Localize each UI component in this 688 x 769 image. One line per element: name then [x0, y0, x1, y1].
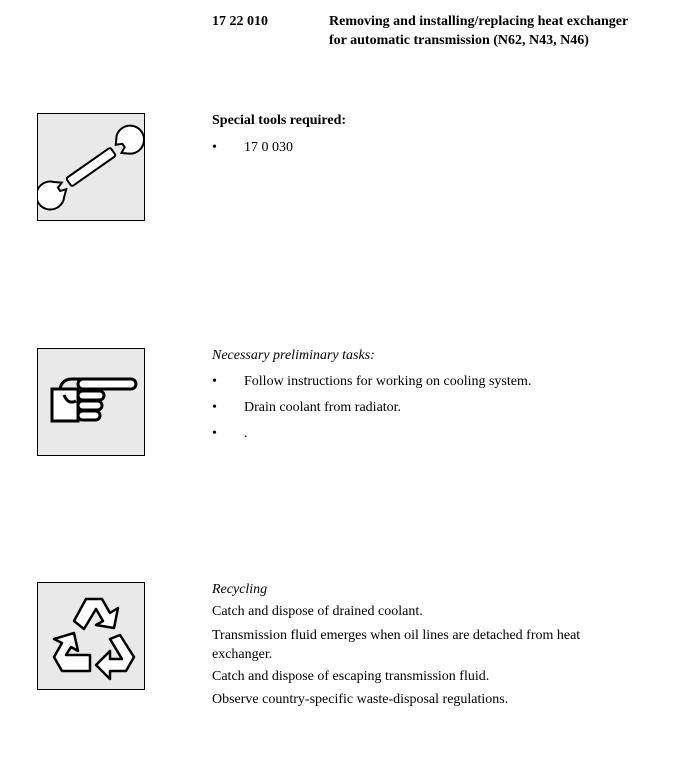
special-tool-label: 17 0 030 — [244, 140, 293, 155]
special-tools-heading: Special tools required: — [212, 113, 347, 128]
pointing-hand-icon — [38, 349, 144, 455]
recycling-paragraph: Catch and dispose of escaping transmission fluid. — [212, 669, 490, 684]
procedure-code: 17 22 010 — [212, 14, 268, 29]
procedure-title: Removing and installing/replacing heat exchanger for automatic transmission (N62, N43, N46) — [329, 14, 628, 48]
recycle-icon — [38, 583, 144, 689]
recycling-paragraph: Catch and dispose of drained coolant. — [212, 604, 423, 619]
recycling-heading: Recycling — [212, 582, 268, 597]
recycling-paragraph: Transmission fluid emerges when oil lines are detached from heat exchanger. — [212, 628, 581, 662]
preliminary-item-text: Drain coolant from radiator. — [244, 400, 402, 415]
pointing-hand-icon-box — [37, 348, 145, 456]
preliminary-item-text: Follow instructions for working on cooling system. — [244, 374, 532, 389]
bullet-icon: • — [212, 426, 217, 441]
preliminary-heading: Necessary preliminary tasks: — [212, 348, 375, 363]
wrench-icon-box — [37, 113, 145, 221]
recycle-icon-box — [37, 582, 145, 690]
wrench-icon — [38, 114, 144, 220]
recycling-paragraph: Observe country-specific waste-disposal regulations. — [212, 692, 509, 707]
bullet-icon: • — [212, 374, 217, 389]
preliminary-item-text: . — [244, 426, 248, 441]
bullet-icon: • — [212, 400, 217, 415]
bullet-icon: • — [212, 140, 217, 155]
